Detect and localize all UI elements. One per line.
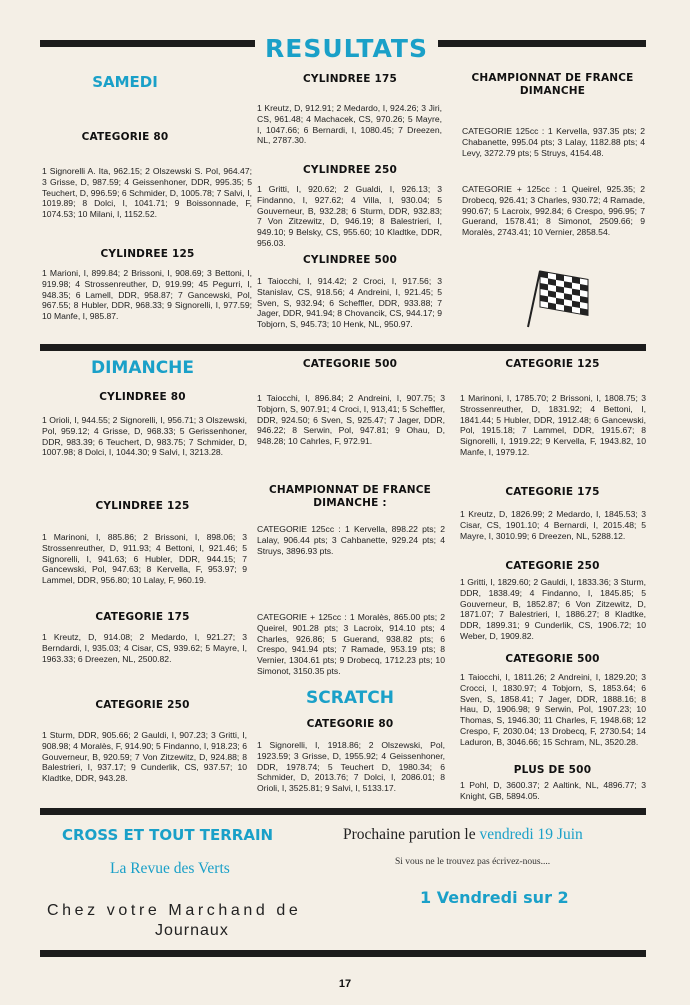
dimanche-champ-plus125: CATEGORIE + 125cc : 1 Moralès, 865.00 pts; 2 Queirel, 901.28 pts; 3 Lacroix, 914.10 pts; 4 Charles, 926.86; 5 Guerand, 938.82 pts; 6 Crespo, 941.94 pts; 7 Ramade, 953.19 pts; 8 Vernier, 1304.61 pts; 9 Drobecq, 1712.23 pts; 10 Simonot, 3150.35 pts. xyxy=(257,612,445,676)
scratch-cat250-text: 1 Gritti, I, 1829.60; 2 Gauldi, I, 1833.36; 3 Sturm, DDR, 1838.49; 4 Findanno, I, 1845.85; 5 Gouverneur, B, 1852.87; 6 Von Zitzewitz, D, 1871.07; 7 Balestrieri, I, 1886.27; 8 Kladtke, DDR, 1899.31; 9 Cunderlik, CS, 1906.72; 10 Weber, D, 1909.82. xyxy=(460,577,646,641)
samedi-cat80-heading: CATEGORIE 80 xyxy=(81,131,169,143)
samedi-heading: SAMEDI xyxy=(92,73,158,91)
magazine-name: CROSS ET TOUT TERRAIN xyxy=(62,826,274,844)
scratch-cat125-heading: CATEGORIE 125 xyxy=(505,358,600,370)
next-issue-date: vendredi 19 Juin xyxy=(479,826,583,843)
dimanche-cat250-heading: CATEGORIE 250 xyxy=(95,699,190,711)
top-bar-left xyxy=(40,40,255,47)
dimanche-champ-heading-1: CHAMPIONNAT DE FRANCE xyxy=(268,484,432,496)
dimanche-cat500-heading: CATEGORIE 500 xyxy=(302,358,398,370)
samedi-cyl175-text: 1 Kreutz, D, 912.91; 2 Medardo, I, 924.26; 3 Jiri, CS, 961.48; 4 Machacek, CS, 970.26; 5 Mayre, I, 1047.66; 6 Bernardi, I, 1080.45; 7 Dreezen, NL, 2787.30. xyxy=(257,103,442,146)
scratch-cat175-text: 1 Kreutz, D, 1826.99; 2 Medardo, I, 1845.53; 3 Cisar, CS, 1901.10; 4 Bernardi, I, 2015.48; 5 Mayre, I, 3010.99; 6 Dreezen, NL, 5288.12. xyxy=(460,509,646,541)
dimanche-cat175-text: 1 Kreutz, D, 914.08; 2 Medardo, I, 921.27; 3 Berndardi, I, 935.03; 4 Cisar, CS, 939.62; 5 Mayre, I, 1963.33; 6 Dreezen, NL, 2500.82. xyxy=(42,632,247,664)
dealer-line-1: Chez votre Marchand de xyxy=(47,902,302,919)
page-number: 17 xyxy=(338,978,352,990)
plus500-heading: PLUS DE 500 xyxy=(513,764,592,776)
samedi-cat80-text: 1 Signorelli A. Ita, 962.15; 2 Olszewski S. Pol, 964.47; 3 Grisse, D, 987.59; 4 Geissenhoner, DDR, 995.35; 5 Teuchert, D, 996.59; 6 Schmider, D, 1005.78; 7 Salvi, I, 1019.89; 8 Dolci, I, 1041.71; 9 Boissonnade, F, 1074.53; 10 Milani, I, 1152.52. xyxy=(42,166,252,220)
middle-bar xyxy=(40,344,646,351)
scratch-cat80-text: 1 Signorelli, I, 1918.86; 2 Olszewski, Pol, 1923.59; 3 Grisse, D, 1955.92; 4 Geissenhoner, DDR, 1978.74; 5 Teuchert D, 1980.34; 6 Schmider, D, 2013.76; 7 Dolci, I, 2086.01; 8 Orioli, I, 3525.81; 9 Salvi, I, 5133.17. xyxy=(257,740,445,794)
dimanche-cat250-text: 1 Sturm, DDR, 905.66; 2 Gauldi, I, 907.23; 3 Gritti, I, 908.98; 4 Moralès, F, 914.90; 5 Findanno, I, 918.23; 6 Gouverneur, B, 920.59; 7 Von Zitzewitz, D, 924.88; 8 Balestrieri, I, 937.17; 9 Cunderlik, CS, 937.57; 10 Kladtke, DDR, 943.28. xyxy=(42,730,247,784)
scratch-cat175-heading: CATEGORIE 175 xyxy=(505,486,600,498)
dimanche-heading: DIMANCHE xyxy=(90,358,195,378)
dimanche-champ-heading-2: DIMANCHE : xyxy=(313,497,387,509)
samedi-champ-125: CATEGORIE 125cc : 1 Kervella, 937.35 pts; 2 Chabanette, 995.04 pts; 3 Lalay, 1182.88 pts; 4 Levy, 3272.79 pts; 5 Struys, 4154.48. xyxy=(462,126,645,158)
samedi-cyl125-heading: CYLINDREE 125 xyxy=(100,248,195,260)
dealer-line-2: Journaux xyxy=(155,922,229,939)
dimanche-cat175-heading: CATEGORIE 175 xyxy=(95,611,190,623)
plus500-text: 1 Pohl, D, 3600.37; 2 Aaltink, NL, 4896.77; 3 Knight, GB, 5894.05. xyxy=(460,780,646,801)
samedi-cyl500-heading: CYLINDREE 500 xyxy=(302,254,397,266)
dimanche-champ-125: CATEGORIE 125cc : 1 Kervella, 898.22 pts; 2 Lalay, 906.44 pts; 3 Cahbanette, 929.24 pts; 4 Struys, 3896.93 pts. xyxy=(257,524,445,556)
samedi-cyl125-text: 1 Marioni, I, 899.84; 2 Brissoni, I, 908.69; 3 Bettoni, I, 919.98; 4 Strossenreuther, D, 919.99; 45 Pegurri, I, 948.35; 6 Lamell, DDR, 958.87; 7 Gancewski, Pol, 967.55; 8 Hubler, DDR, 968.33; 9 Signorelli, I, 977.59; 10 Manfe, I, 985.87. xyxy=(42,268,252,322)
scratch-cat500-text: 1 Taiocchi, I, 1811.26; 2 Andreini, I, 1829.20; 3 Crocci, I, 1830.97; 4 Tobjorn, S, 1853.64; 6 Sven, S, 1858.41; 7 Jager, DDR, 1888.16; 8 Hau, D, 1906.98; 9 Serwin, Pol, 1907.23; 10 Thomas, S, 1946.30; 11 Charles, F, 1948.68; 12 Crespo, F, 2030.04; 13 Drobecq, F, 2730.54; 14 Laduron, B, 3046.66; 15 Schram, NL, 3520.28. xyxy=(460,672,646,747)
next-issue-prefix: Prochaine parution le xyxy=(343,826,476,843)
checkered-flag-icon xyxy=(520,265,596,335)
samedi-cyl175-heading: CYLINDREE 175 xyxy=(302,73,397,85)
samedi-cyl250-heading: CYLINDREE 250 xyxy=(302,164,397,176)
top-bar-right xyxy=(438,40,646,47)
dimanche-cyl125-heading: CYLINDREE 125 xyxy=(95,500,190,512)
scratch-cat250-heading: CATEGORIE 250 xyxy=(505,560,600,572)
write-us: Si vous ne le trouvez pas écrivez-nous.... xyxy=(395,857,551,867)
samedi-cyl250-text: 1 Gritti, I, 920.62; 2 Gualdi, I, 926.13; 3 Findanno, I, 927.62; 4 Villa, I, 930.04; 5 Gouverneur, B, 932.28; 6 Sturm, DDR, 932.83; 7 Von Zitzewitz, D, 946.19; 8 Balestrieri, I, 949.10; 9 Belsky, CS, 955.60; 10 Kladtke, DDR, 956.03. xyxy=(257,184,442,248)
scratch-cat125-text: 1 Marinoni, I, 1785.70; 2 Brissoni, I, 1808.75; 3 Strossenreuther, D, 1831.92; 4 Bettoni, I, 1841.44; 5 Hubler, DDR, 1912.48; 6 Gancewski, Pol, 1915.18; 7 Lammel, DDR, 1915.67; 8 Signorelli, I, 1919.22; 9 Kervella, F, 1943.82, 10 Manfe, I, 1979.12. xyxy=(460,393,646,457)
dimanche-cyl80-text: 1 Orioli, I, 944.55; 2 Signorelli, I, 956.71; 3 Olszewski, Pol, 959.12; 4 Grisse, D, 968.33; 5 Gerissenhoner, DDR, 983.39; 6 Teuchert, D, 983.75; 7 Schmider, D, 1007.98; 8 Dolci, I, 1044.30; 9 Salvi, I, 3213.28. xyxy=(42,415,247,458)
dimanche-cat500-text: 1 Taiocchi, I, 896.84; 2 Andreini, I, 907.75; 3 Tobjorn, S, 907.91; 4 Croci, I, 913,41; 5 Scheffler, DDR, 924.50; 6 Sven, S, 925.47; 7 Jager, DDR, 946.22; 8 Serwin, Pol, 947.81; 9 Ohau, D, 948.28; 10 Cahrles, F, 972.91. xyxy=(257,393,445,447)
samedi-cyl500-text: 1 Taiocchi, I, 914.42; 2 Croci, I, 917.56; 3 Stanislav, CS, 918.56; 4 Andreini, I, 921.45; 5 Sven, S, 932.94; 6 Scheffler, DDR, 933.88; 7 Jager, DDR, 941.94; 8 Chovancik, CS, 944.17; 9 Tobjorn, S, 945.73; 10 Henk, NL, 950.97. xyxy=(257,276,442,330)
dimanche-cyl80-heading: CYLINDREE 80 xyxy=(99,391,186,403)
scratch-heading: SCRATCH xyxy=(306,688,394,708)
samedi-champ-plus125: CATEGORIE + 125cc : 1 Queirel, 925.35; 2 Drobecq, 926.41; 3 Charles, 930.72; 4 Ramade, 990.67; 5 Lacroix, 992.84; 6 Crespo, 996.95; 7 Guerand, 1578.41; 8 Simonot, 2509.66; 9 Moralès, 2743.41; 10 Vernier, 2858.54. xyxy=(462,184,645,238)
scratch-cat80-heading: CATEGORIE 80 xyxy=(306,718,394,730)
next-issue xyxy=(343,826,663,844)
bottom-bar-1 xyxy=(40,808,646,815)
scratch-cat500-heading: CATEGORIE 500 xyxy=(505,653,600,665)
magazine-tagline: La Revue des Verts xyxy=(110,860,230,877)
page-title: RESULTATS xyxy=(264,34,428,63)
samedi-champ-heading: CHAMPIONNAT DE FRANCE DIMANCHE xyxy=(471,72,634,97)
bottom-bar-2 xyxy=(40,950,646,957)
frequency: 1 Vendredi sur 2 xyxy=(420,888,569,907)
dimanche-cyl125-text: 1 Marinoni, I, 885.86; 2 Brissoni, I, 898.06; 3 Strossenreuther, D, 911.93; 4 Bettoni, I, 921.46; 5 Signorelli, I, 941.63; 6 Hubler, DDR, 944.15; 7 Gancewski, Pol, 947.63; 8 Kervella, F, 953.97; 9 Lammel, DDR, 956.80; 10 Lalay, F, 960.19. xyxy=(42,532,247,586)
